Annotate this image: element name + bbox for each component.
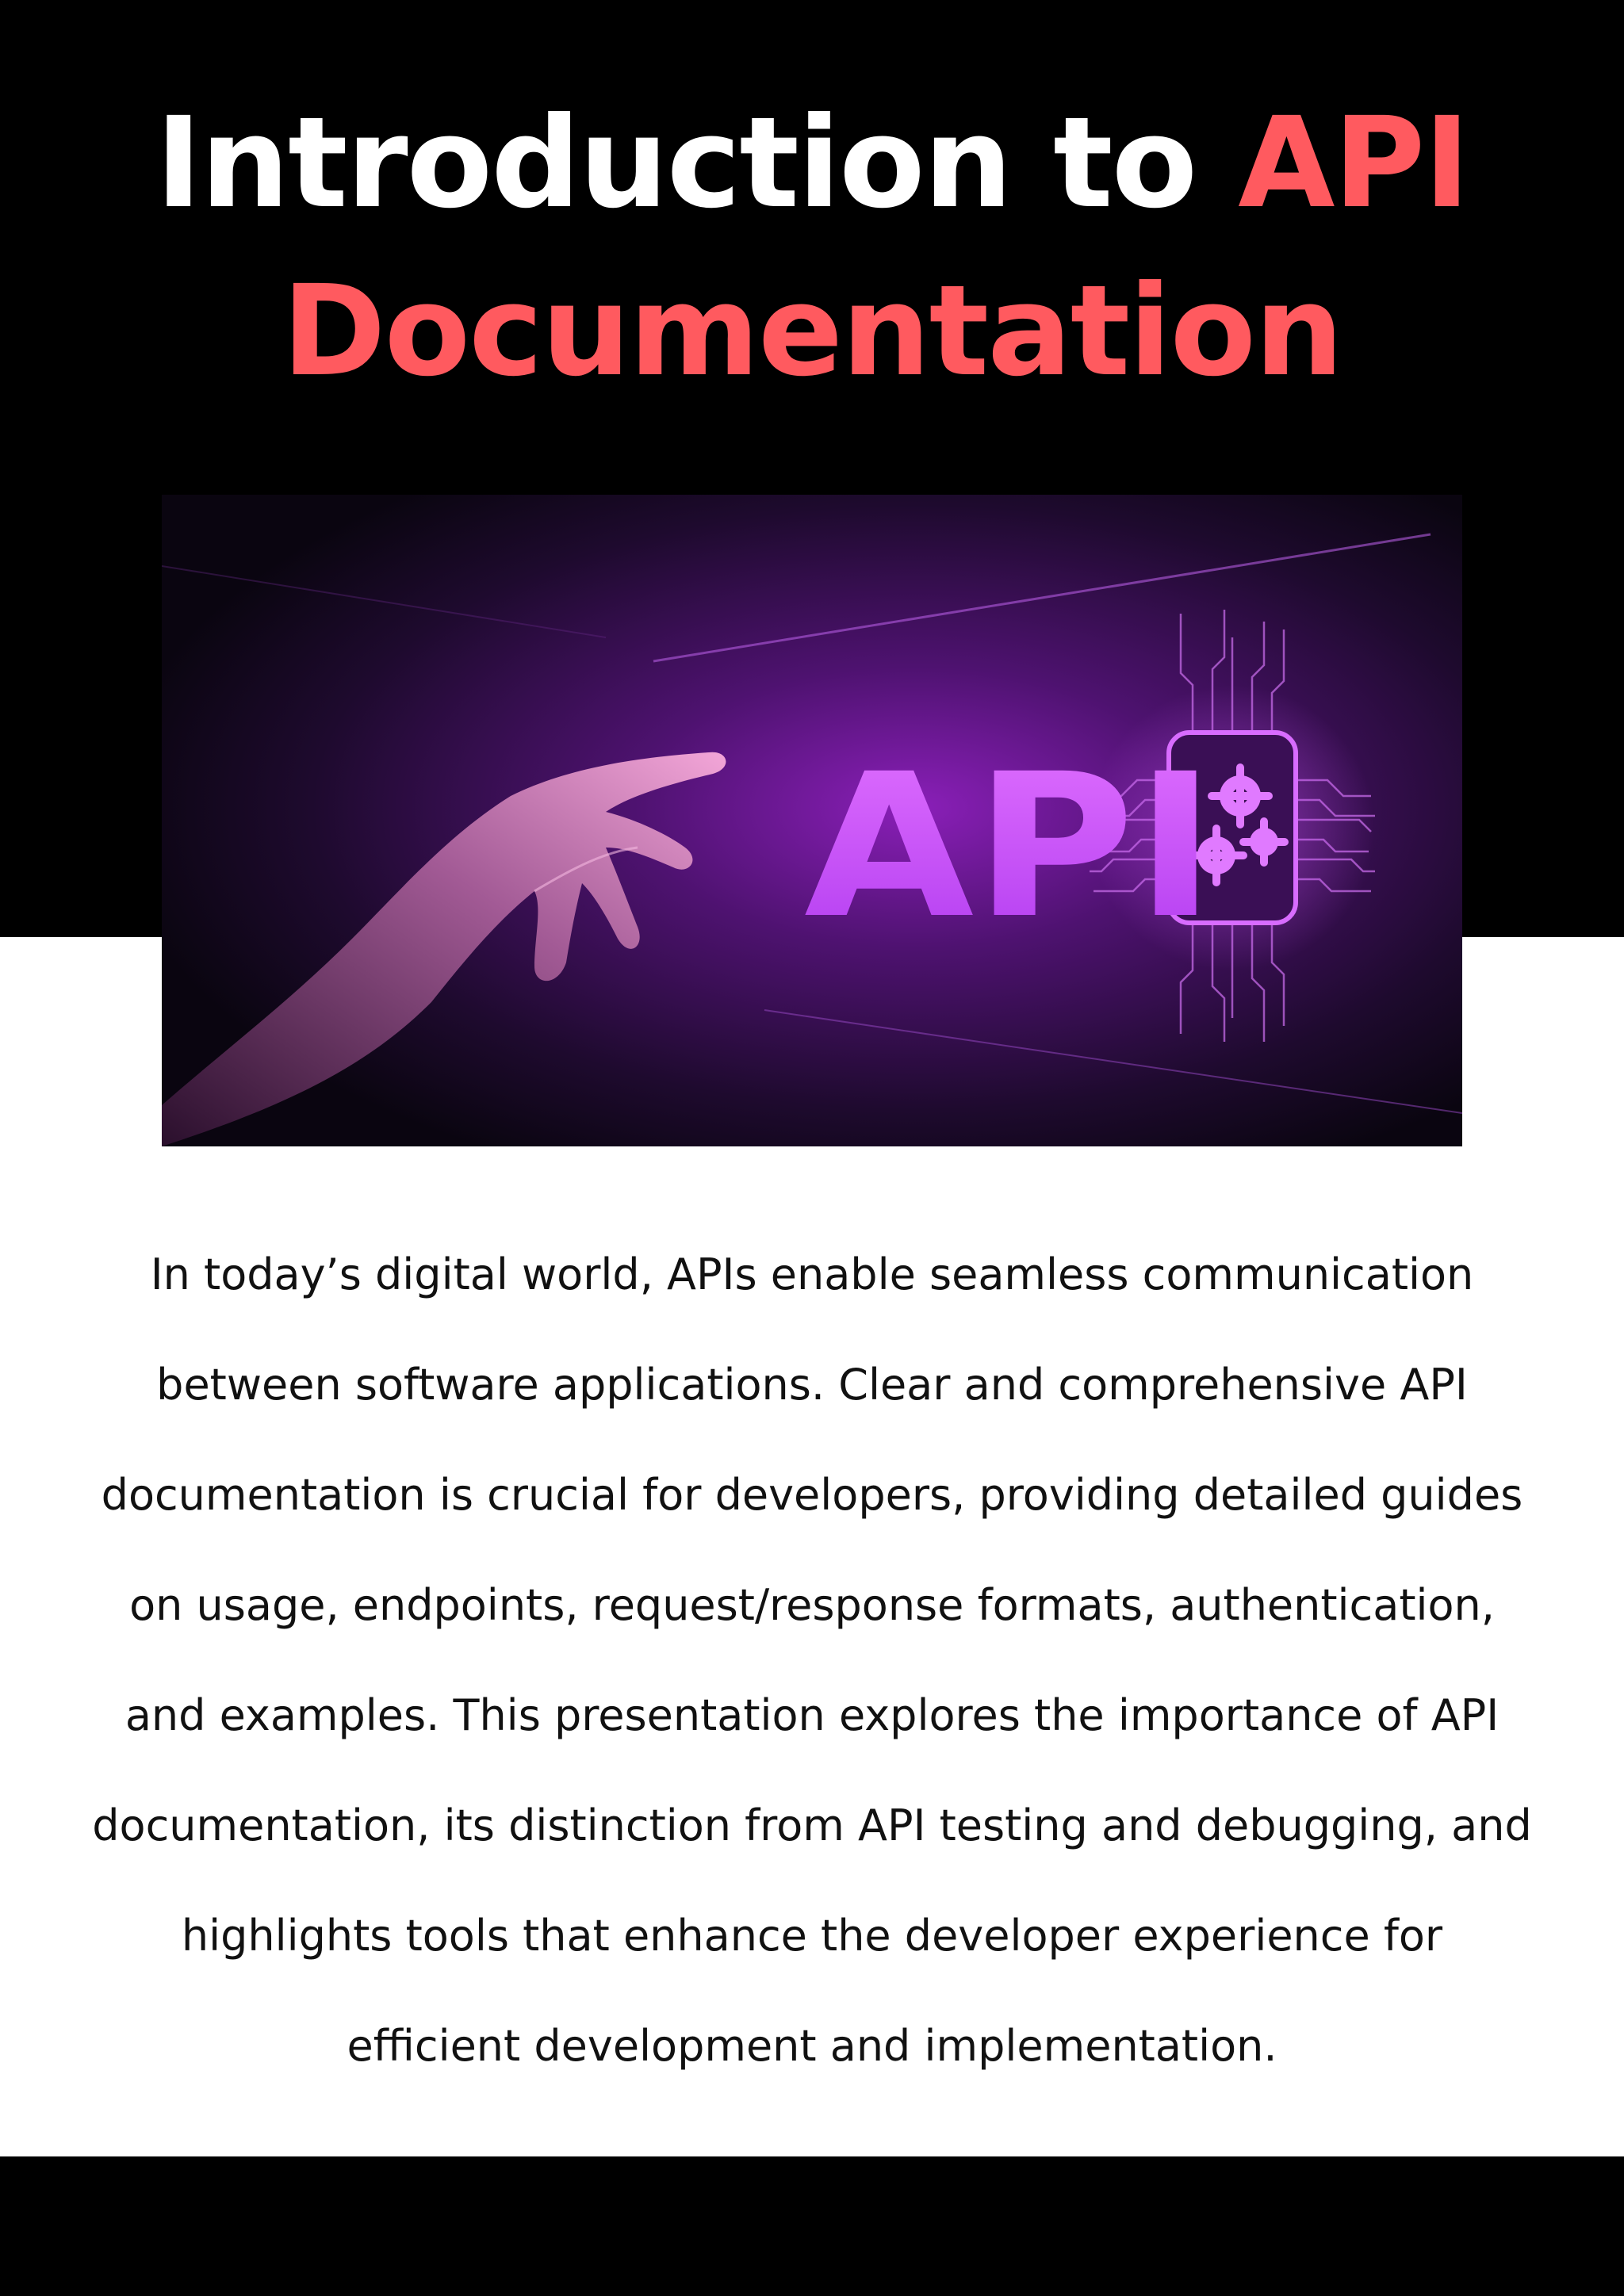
paragraph-line: on usage, endpoints, request/response formats, authentication, xyxy=(129,1580,1495,1630)
hero-image xyxy=(162,495,1462,1146)
hero-api-label: API xyxy=(804,731,1216,962)
intro-paragraph xyxy=(79,1219,1545,2101)
paragraph-line: In today’s digital world, APIs enable seamless communication xyxy=(150,1249,1474,1299)
title-accent-api: API xyxy=(1238,90,1469,236)
title-accent-documentation: Documentation xyxy=(282,258,1342,404)
page-title xyxy=(0,79,1624,415)
paragraph-line: between software applications. Clear and comprehensive API xyxy=(156,1360,1468,1410)
paragraph-line: documentation is crucial for developers, providing detailed guides xyxy=(101,1470,1523,1520)
paragraph-line: and examples. This presentation explores the importance of API xyxy=(124,1690,1500,1740)
paragraph-line: efficient development and implementation. xyxy=(347,2021,1277,2071)
bottom-dark-band xyxy=(0,2156,1624,2296)
title-line-1 xyxy=(0,79,1624,247)
paragraph-line: documentation, its distinction from API testing and debugging, and xyxy=(92,1800,1532,1850)
hero-illustration xyxy=(162,495,1462,1146)
title-text: Introduction to xyxy=(155,90,1239,236)
paragraph-line: highlights tools that enhance the developer experience for xyxy=(181,1911,1443,1961)
